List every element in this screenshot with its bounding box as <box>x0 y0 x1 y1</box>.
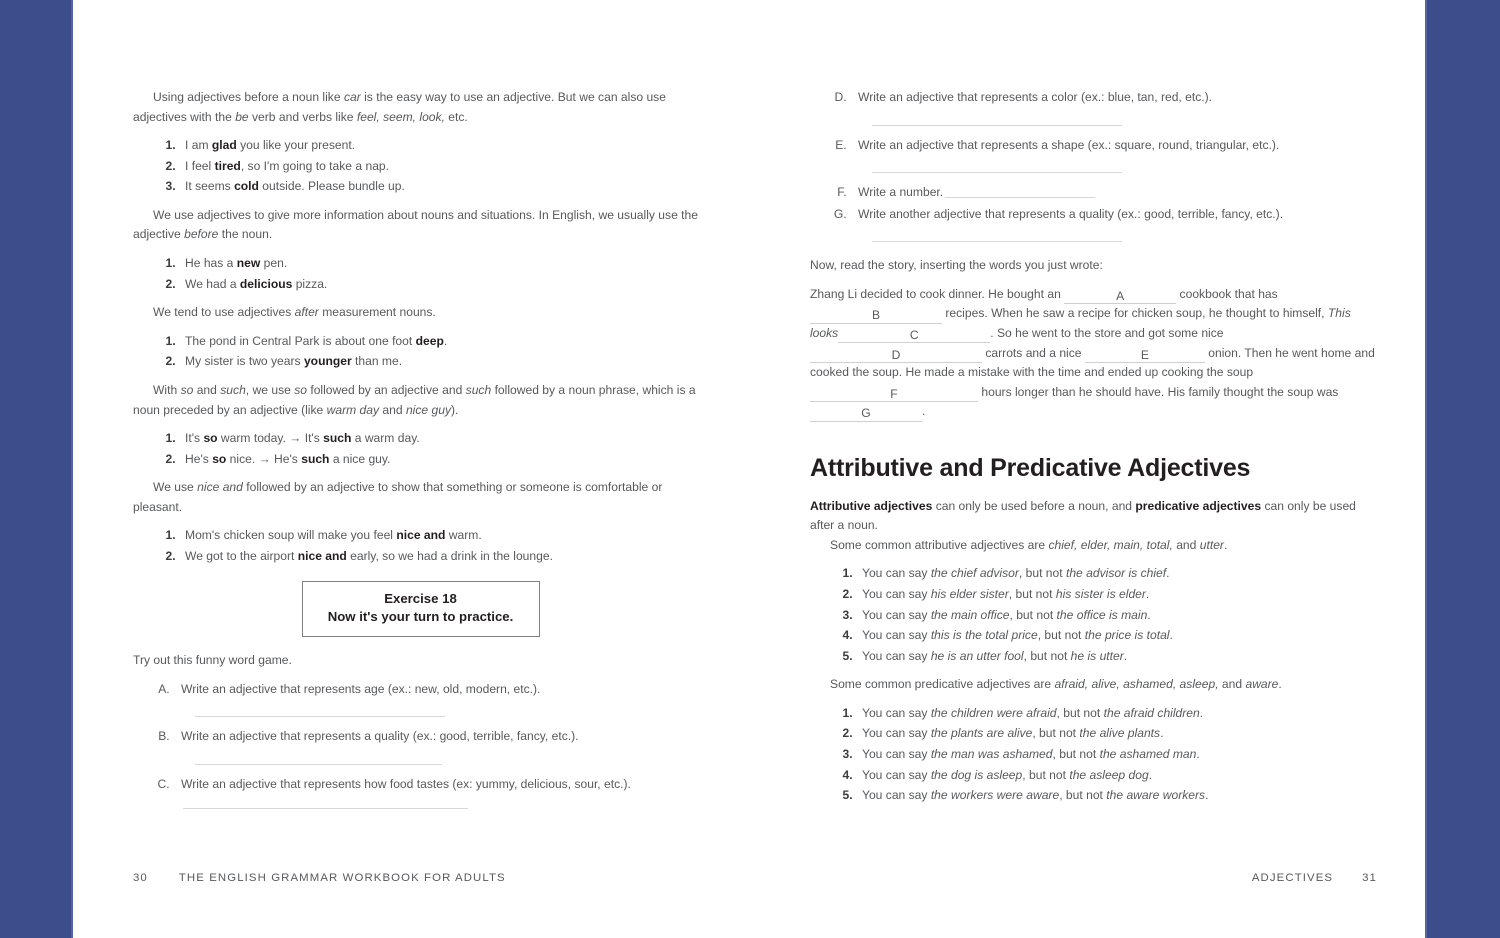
exercise-box <box>302 581 540 637</box>
story-block <box>810 285 1377 422</box>
story-blank-f[interactable]: F <box>810 388 978 402</box>
left-blue-band <box>0 0 73 938</box>
section-intro: Attributive adjectives can only be used before a noun, and predicative adjectives can only be used after a noun. <box>810 498 1356 533</box>
page-number: 30 <box>133 872 148 884</box>
story-blank-b[interactable]: B <box>810 309 942 323</box>
list-item: 1. You can say the chief advisor, but not the advisor is chief. <box>856 564 1377 584</box>
paragraph-measurement: We tend to use adjectives after measurement nouns. <box>153 305 436 320</box>
story-blank-e[interactable]: E <box>1085 349 1205 363</box>
page-spread <box>75 0 1425 938</box>
attributive-examples <box>810 564 1377 666</box>
term-car: car <box>343 90 361 104</box>
term-before: before <box>184 227 219 242</box>
paragraph-so-such: With so and such, we use so followed by an adjective and such followed by a noun phrase, which is a noun preceded by an adjective (like warm day and nice guy). <box>133 382 696 417</box>
exercise-item-g-text: Write another adjective that represents a quality (ex.: good, terrible, fancy, etc.). <box>858 206 1284 221</box>
exercise-item-a-text: Write an adjective that represents age (ex.: new, old, modern, etc.). <box>181 681 541 696</box>
list-item: 2. You can say his elder sister, but not his sister is elder. <box>856 585 1377 605</box>
paragraph-intro: Using adjectives before a noun like car is the easy way to use an adjective. But we can also use adjectives with the be verb and verbs like feel, seem, look, etc. <box>133 90 666 124</box>
story-s3: recipes. When he saw a recipe for chicken soup, he thought to himself, <box>945 306 1325 321</box>
predicative-examples <box>810 704 1377 806</box>
right-blue-band <box>1425 0 1500 938</box>
answer-line-g[interactable] <box>872 226 1122 242</box>
exercise-item-f-text: Write a number. <box>858 185 944 200</box>
list-item: 3. You can say the man was ashamed, but not the ashamed man. <box>856 745 1377 765</box>
list-item: 4. You can say this is the total price, but not the price is total. <box>856 626 1377 646</box>
list-item: 2. We had a delicious pizza. <box>179 275 708 295</box>
term-attributive: Attributive adjectives <box>810 498 933 513</box>
page-right <box>750 0 1425 938</box>
term-verbs: feel, seem, look, <box>356 109 445 124</box>
paragraph-nice-and: We use nice and followed by an adjective to show that something or someone is comfortable or pleasant. <box>133 480 663 514</box>
list-item: 3. You can say the main office, but not the office is main. <box>856 606 1377 626</box>
answer-line-c[interactable] <box>183 808 468 809</box>
page-left <box>75 0 750 938</box>
exercise-item-c <box>173 775 708 814</box>
predicative-lead: Some common predicative adjectives are afraid, alive, ashamed, asleep, and aware. <box>830 677 1282 692</box>
story-paragraph <box>810 285 1377 422</box>
list-item: 1. I am glad you like your present. <box>179 136 708 156</box>
exercise-item-g <box>850 205 1377 243</box>
example-list-3 <box>133 332 708 372</box>
footer-left <box>133 872 708 884</box>
exercise-item-e <box>850 136 1377 174</box>
list-item: 2. He's so nice. → He's such a nice guy. <box>179 450 708 470</box>
list-item: 1. Mom's chicken soup will make you feel nice and warm. <box>179 526 708 546</box>
story-s7: hours longer than he should have. His family thought the soup was <box>981 384 1339 399</box>
story-s6: onion. Then he went home and cooked the soup. He made a mistake with the time and ended up cooking the soup <box>810 345 1375 380</box>
story-s1: Zhang Li decided to cook dinner. He bought an <box>810 286 1061 301</box>
exercise-item-f <box>850 183 1377 203</box>
list-item: 2. We got to the airport nice and early, so we had a drink in the lounge. <box>179 547 708 567</box>
answer-line-e[interactable] <box>872 157 1122 173</box>
example-list-1 <box>133 136 708 197</box>
example-list-5 <box>133 526 708 566</box>
list-item: 2. My sister is two years younger than me. <box>179 352 708 372</box>
right-page-content <box>810 88 1377 815</box>
attributive-lead: Some common attributive adjectives are chief, elder, main, total, and utter. <box>830 537 1228 552</box>
story-s2: cookbook that has <box>1179 286 1278 301</box>
exercise-intro: Try out this funny word game. <box>133 653 292 668</box>
page-number: 31 <box>1362 872 1377 884</box>
list-item: 3. It seems cold outside. Please bundle up. <box>179 177 708 197</box>
exercise-items-d-g <box>810 88 1377 242</box>
exercise-items-a-c <box>133 680 708 814</box>
story-blank-c[interactable]: C <box>838 329 990 343</box>
exercise-item-a <box>173 680 708 718</box>
answer-line-b[interactable] <box>195 749 442 765</box>
story-blank-d[interactable]: D <box>810 349 982 363</box>
exercise-title: Exercise 18 <box>384 590 457 606</box>
exercise-item-d <box>850 88 1377 126</box>
story-blank-a[interactable]: A <box>1064 290 1176 304</box>
example-list-4 <box>133 429 708 469</box>
term-after: after <box>294 305 319 320</box>
page-title: Attributive and Predicative Adjectives <box>810 453 1251 482</box>
story-s8: . <box>922 404 926 419</box>
exercise-subtitle: Now it's your turn to practice. <box>327 609 514 625</box>
list-item: 1. He has a new pen. <box>179 254 708 274</box>
exercise-item-e-text: Write an adjective that represents a shape (ex.: square, round, triangular, etc.). <box>858 137 1280 152</box>
exercise-item-c-text: Write an adjective that represents how food tastes (ex: yummy, delicious, sour, etc.). <box>181 776 631 791</box>
story-prompt: Now, read the story, inserting the words you just wrote: <box>810 258 1103 273</box>
paragraph-more-info: We use adjectives to give more information about nouns and situations. In English, we usually use the adjective before the noun. <box>133 207 698 242</box>
left-page-content <box>133 88 708 816</box>
list-item: 1. The pond in Central Park is about one foot deep. <box>179 332 708 352</box>
list-item: 4. You can say the dog is asleep, but not the asleep dog. <box>856 766 1377 786</box>
term-predicative: predicative adjectives <box>1135 498 1262 513</box>
list-item: 1. You can say the children were afraid, but not the afraid children. <box>856 704 1377 724</box>
list-item: 5. You can say he is an utter fool, but not he is utter. <box>856 647 1377 667</box>
list-item: 1. It's so warm today. → It's such a warm day. <box>179 429 708 449</box>
list-item: 5. You can say the workers were aware, but not the aware workers. <box>856 786 1377 806</box>
exercise-item-d-text: Write an adjective that represents a color (ex.: blue, tan, red, etc.). <box>858 90 1213 104</box>
running-head: ADJECTIVES <box>1251 872 1334 884</box>
running-head: THE ENGLISH GRAMMAR WORKBOOK FOR ADULTS <box>178 872 506 884</box>
exercise-item-b-text: Write an adjective that represents a quality (ex.: good, terrible, fancy, etc.). <box>181 729 579 744</box>
story-blank-g[interactable]: G <box>810 407 922 421</box>
term-be: be <box>235 109 249 124</box>
answer-line-d[interactable] <box>872 110 1122 126</box>
list-item: 2. I feel tired, so I'm going to take a nap. <box>179 157 708 177</box>
story-s5: carrots and a nice <box>985 345 1082 360</box>
story-s4: . So he went to the store and got some nice <box>990 326 1224 341</box>
footer-right <box>810 872 1377 884</box>
exercise-item-b <box>173 727 708 765</box>
story-s3-italic: This looks <box>810 306 1351 341</box>
list-item: 2. You can say the plants are alive, but not the alive plants. <box>856 724 1377 744</box>
answer-line-a[interactable] <box>195 701 445 717</box>
example-list-2 <box>133 254 708 294</box>
answer-line-f[interactable] <box>945 197 1095 198</box>
